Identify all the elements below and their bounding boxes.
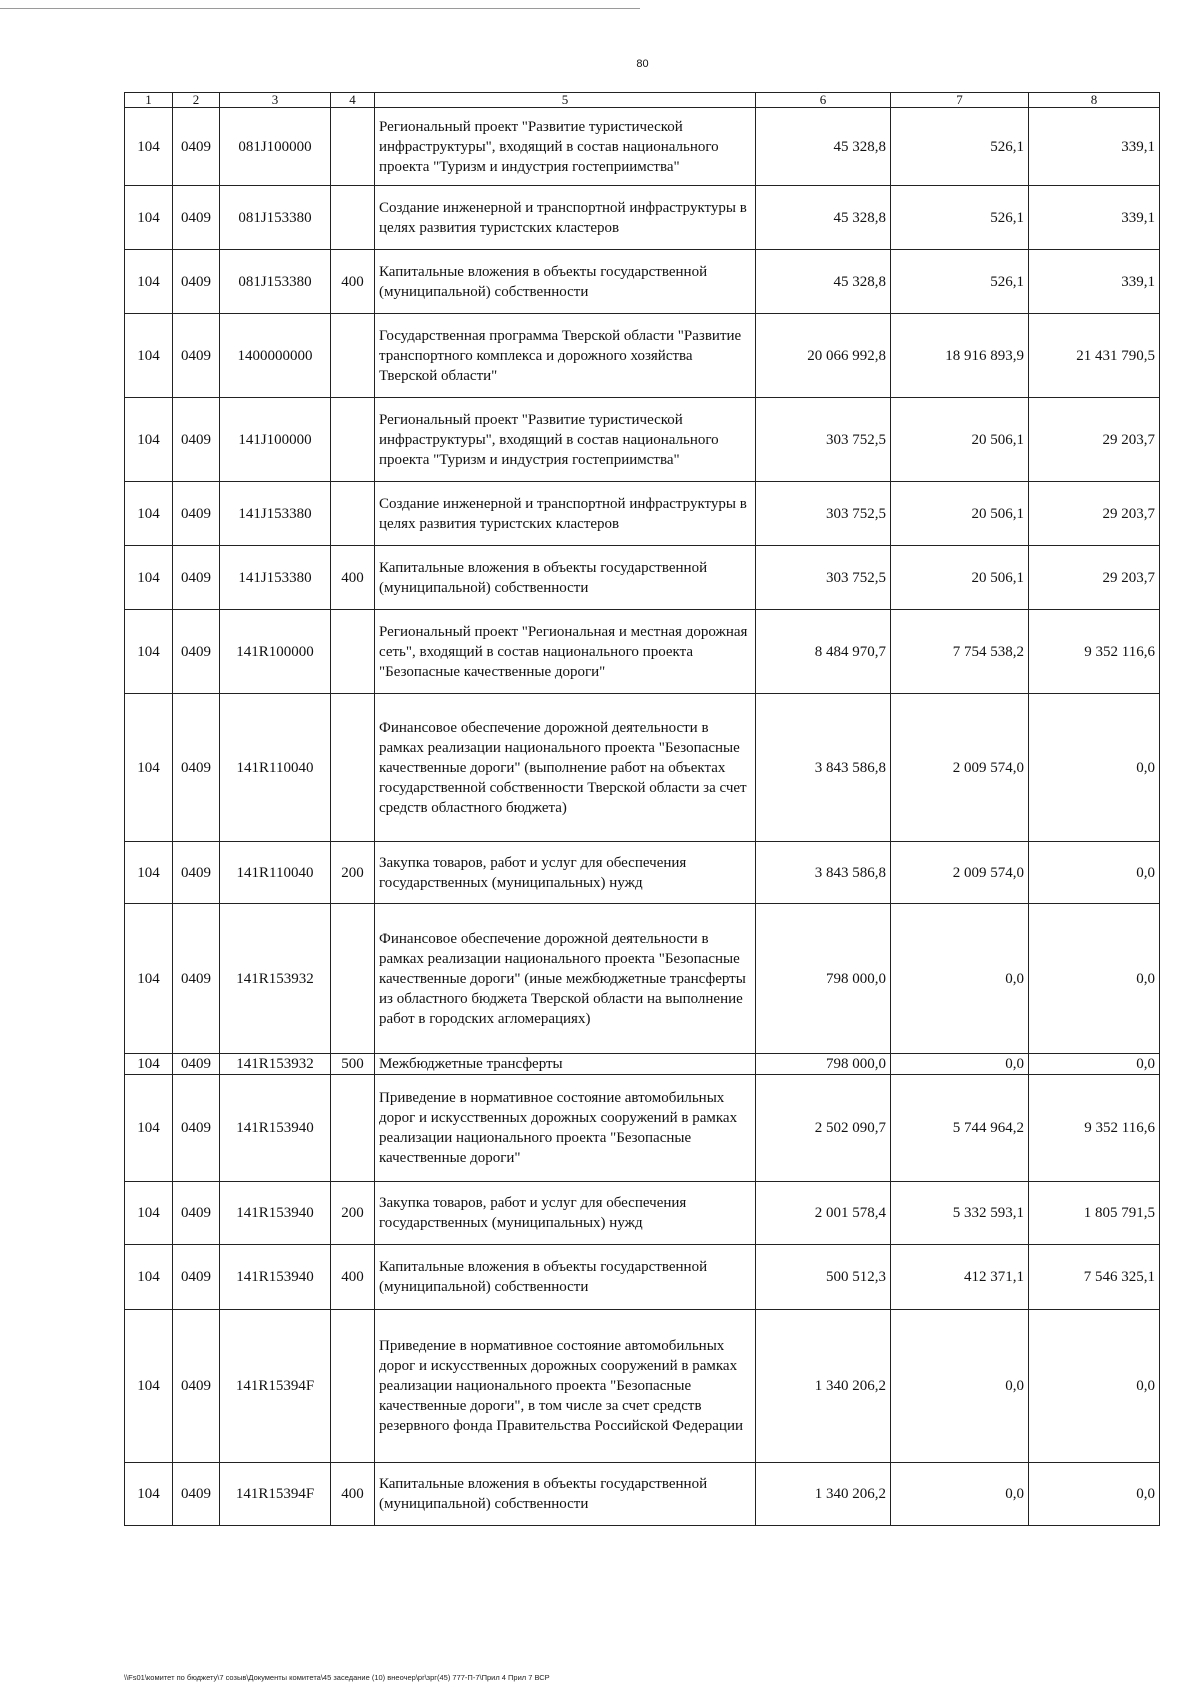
cell-value-7: 7 754 538,2 bbox=[891, 610, 1029, 694]
cell-section: 0409 bbox=[173, 1054, 220, 1075]
col-header-2: 2 bbox=[173, 93, 220, 108]
table-row bbox=[125, 1054, 1160, 1075]
cell-expense-type: 500 bbox=[331, 1054, 375, 1075]
cell-value-6: 798 000,0 bbox=[756, 904, 891, 1054]
cell-target-article: 1400000000 bbox=[220, 314, 331, 398]
col-header-7: 7 bbox=[891, 93, 1029, 108]
table-row bbox=[125, 482, 1160, 546]
page-number: 80 bbox=[636, 58, 649, 70]
table-row bbox=[125, 186, 1160, 250]
cell-value-6: 798 000,0 bbox=[756, 1054, 891, 1075]
cell-section: 0409 bbox=[173, 610, 220, 694]
cell-section: 0409 bbox=[173, 1075, 220, 1182]
cell-section: 0409 bbox=[173, 314, 220, 398]
cell-target-article: 141J153380 bbox=[220, 546, 331, 610]
cell-ministry: 104 bbox=[125, 1463, 173, 1526]
cell-value-8: 0,0 bbox=[1029, 1310, 1160, 1463]
cell-value-6: 303 752,5 bbox=[756, 546, 891, 610]
cell-expense-type: 200 bbox=[331, 842, 375, 904]
cell-value-7: 2 009 574,0 bbox=[891, 842, 1029, 904]
cell-ministry: 104 bbox=[125, 482, 173, 546]
cell-target-article: 141R110040 bbox=[220, 842, 331, 904]
cell-name: Создание инженерной и транспортной инфраструктуры в целях развития туристских кластеров bbox=[375, 186, 756, 250]
cell-value-7: 2 009 574,0 bbox=[891, 694, 1029, 842]
cell-expense-type: 400 bbox=[331, 250, 375, 314]
col-header-5: 5 bbox=[375, 93, 756, 108]
cell-section: 0409 bbox=[173, 1310, 220, 1463]
cell-expense-type bbox=[331, 398, 375, 482]
cell-expense-type: 400 bbox=[331, 1245, 375, 1310]
cell-value-7: 0,0 bbox=[891, 1463, 1029, 1526]
cell-expense-type bbox=[331, 904, 375, 1054]
cell-name: Региональный проект "Развитие туристической инфраструктуры", входящий в состав национального проекта "Туризм и индустрия гостеприимства" bbox=[375, 108, 756, 186]
cell-ministry: 104 bbox=[125, 1245, 173, 1310]
cell-name: Капитальные вложения в объекты государственной (муниципальной) собственности bbox=[375, 1463, 756, 1526]
cell-target-article: 141R153932 bbox=[220, 904, 331, 1054]
cell-expense-type bbox=[331, 694, 375, 842]
cell-value-7: 0,0 bbox=[891, 904, 1029, 1054]
col-header-8: 8 bbox=[1029, 93, 1160, 108]
cell-name: Капитальные вложения в объекты государственной (муниципальной) собственности bbox=[375, 546, 756, 610]
cell-ministry: 104 bbox=[125, 610, 173, 694]
cell-target-article: 141J153380 bbox=[220, 482, 331, 546]
table-row bbox=[125, 1310, 1160, 1463]
cell-value-8: 0,0 bbox=[1029, 904, 1160, 1054]
cell-name: Закупка товаров, работ и услуг для обеспечения государственных (муниципальных) нужд bbox=[375, 842, 756, 904]
col-header-1: 1 bbox=[125, 93, 173, 108]
cell-expense-type bbox=[331, 108, 375, 186]
scan-top-line bbox=[0, 8, 640, 9]
cell-value-7: 526,1 bbox=[891, 250, 1029, 314]
cell-value-6: 1 340 206,2 bbox=[756, 1463, 891, 1526]
cell-name: Финансовое обеспечение дорожной деятельности в рамках реализации национального проекта "Безопасные качественные дороги" (иные межбюджетные трансферты из областного бюджета Тверской области на выполнение работ в городских агломерациях) bbox=[375, 904, 756, 1054]
col-header-3: 3 bbox=[220, 93, 331, 108]
cell-ministry: 104 bbox=[125, 186, 173, 250]
cell-name: Государственная программа Тверской области "Развитие транспортного комплекса и дорожного хозяйства Тверской области" bbox=[375, 314, 756, 398]
cell-value-8: 0,0 bbox=[1029, 1463, 1160, 1526]
cell-target-article: 141R153940 bbox=[220, 1075, 331, 1182]
table-row bbox=[125, 1245, 1160, 1310]
cell-name: Региональный проект "Региональная и местная дорожная сеть", входящий в состав национального проекта "Безопасные качественные дороги" bbox=[375, 610, 756, 694]
cell-value-7: 18 916 893,9 bbox=[891, 314, 1029, 398]
cell-target-article: 141R15394F bbox=[220, 1463, 331, 1526]
cell-section: 0409 bbox=[173, 1463, 220, 1526]
cell-ministry: 104 bbox=[125, 398, 173, 482]
cell-ministry: 104 bbox=[125, 1075, 173, 1182]
cell-value-8: 339,1 bbox=[1029, 108, 1160, 186]
cell-value-7: 20 506,1 bbox=[891, 398, 1029, 482]
cell-section: 0409 bbox=[173, 250, 220, 314]
cell-value-7: 5 744 964,2 bbox=[891, 1075, 1029, 1182]
cell-name: Межбюджетные трансферты bbox=[375, 1054, 756, 1075]
cell-ministry: 104 bbox=[125, 1054, 173, 1075]
table-row bbox=[125, 1075, 1160, 1182]
cell-ministry: 104 bbox=[125, 250, 173, 314]
cell-value-8: 0,0 bbox=[1029, 842, 1160, 904]
cell-value-7: 526,1 bbox=[891, 108, 1029, 186]
cell-ministry: 104 bbox=[125, 1182, 173, 1245]
cell-ministry: 104 bbox=[125, 904, 173, 1054]
header-row bbox=[125, 93, 1160, 108]
table-row bbox=[125, 1463, 1160, 1526]
cell-value-8: 9 352 116,6 bbox=[1029, 610, 1160, 694]
cell-section: 0409 bbox=[173, 694, 220, 842]
cell-expense-type: 400 bbox=[331, 1463, 375, 1526]
table-row bbox=[125, 842, 1160, 904]
cell-value-8: 29 203,7 bbox=[1029, 398, 1160, 482]
cell-value-8: 0,0 bbox=[1029, 1054, 1160, 1075]
cell-expense-type bbox=[331, 186, 375, 250]
cell-target-article: 141R15394F bbox=[220, 1310, 331, 1463]
cell-value-7: 20 506,1 bbox=[891, 482, 1029, 546]
cell-ministry: 104 bbox=[125, 108, 173, 186]
cell-value-8: 7 546 325,1 bbox=[1029, 1245, 1160, 1310]
cell-ministry: 104 bbox=[125, 546, 173, 610]
cell-value-6: 1 340 206,2 bbox=[756, 1310, 891, 1463]
table-row bbox=[125, 610, 1160, 694]
table-row bbox=[125, 108, 1160, 186]
cell-name: Капитальные вложения в объекты государственной (муниципальной) собственности bbox=[375, 250, 756, 314]
cell-expense-type bbox=[331, 610, 375, 694]
cell-section: 0409 bbox=[173, 546, 220, 610]
cell-value-6: 3 843 586,8 bbox=[756, 694, 891, 842]
cell-name: Приведение в нормативное состояние автомобильных дорог и искусственных дорожных сооружений в рамках реализации национального проекта "Безопасные качественные дороги" bbox=[375, 1075, 756, 1182]
cell-section: 0409 bbox=[173, 482, 220, 546]
cell-name: Закупка товаров, работ и услуг для обеспечения государственных (муниципальных) нужд bbox=[375, 1182, 756, 1245]
cell-value-7: 412 371,1 bbox=[891, 1245, 1029, 1310]
file-path-footer: \\Fs01\комитет по бюджету\7 созыв\Документы комитета\45 заседание (10) внеочер\pr\зрг(45) 777-П-7\Прил 4 Прил 7 ВСР bbox=[124, 1673, 550, 1682]
cell-value-7: 0,0 bbox=[891, 1310, 1029, 1463]
cell-value-7: 526,1 bbox=[891, 186, 1029, 250]
cell-target-article: 081J100000 bbox=[220, 108, 331, 186]
cell-name: Создание инженерной и транспортной инфраструктуры в целях развития туристских кластеров bbox=[375, 482, 756, 546]
cell-value-8: 339,1 bbox=[1029, 250, 1160, 314]
cell-ministry: 104 bbox=[125, 694, 173, 842]
cell-value-6: 8 484 970,7 bbox=[756, 610, 891, 694]
cell-name: Капитальные вложения в объекты государственной (муниципальной) собственности bbox=[375, 1245, 756, 1310]
cell-ministry: 104 bbox=[125, 1310, 173, 1463]
cell-expense-type bbox=[331, 314, 375, 398]
cell-value-6: 303 752,5 bbox=[756, 482, 891, 546]
cell-value-8: 21 431 790,5 bbox=[1029, 314, 1160, 398]
cell-section: 0409 bbox=[173, 842, 220, 904]
cell-target-article: 081J153380 bbox=[220, 186, 331, 250]
cell-value-6: 45 328,8 bbox=[756, 186, 891, 250]
cell-ministry: 104 bbox=[125, 314, 173, 398]
cell-value-8: 339,1 bbox=[1029, 186, 1160, 250]
col-header-6: 6 bbox=[756, 93, 891, 108]
cell-target-article: 141J100000 bbox=[220, 398, 331, 482]
cell-value-8: 29 203,7 bbox=[1029, 546, 1160, 610]
cell-value-6: 500 512,3 bbox=[756, 1245, 891, 1310]
cell-value-8: 9 352 116,6 bbox=[1029, 1075, 1160, 1182]
cell-value-7: 5 332 593,1 bbox=[891, 1182, 1029, 1245]
cell-value-7: 0,0 bbox=[891, 1054, 1029, 1075]
cell-value-6: 303 752,5 bbox=[756, 398, 891, 482]
cell-value-6: 20 066 992,8 bbox=[756, 314, 891, 398]
cell-value-6: 45 328,8 bbox=[756, 250, 891, 314]
cell-value-6: 3 843 586,8 bbox=[756, 842, 891, 904]
cell-target-article: 141R153932 bbox=[220, 1054, 331, 1075]
budget-table bbox=[124, 92, 1160, 1526]
cell-name: Финансовое обеспечение дорожной деятельности в рамках реализации национального проекта "Безопасные качественные дороги" (выполнение работ на объектах государственной собственности Тверской области за счет средств областного бюджета) bbox=[375, 694, 756, 842]
col-header-4: 4 bbox=[331, 93, 375, 108]
cell-ministry: 104 bbox=[125, 842, 173, 904]
cell-value-7: 20 506,1 bbox=[891, 546, 1029, 610]
cell-expense-type bbox=[331, 1075, 375, 1182]
cell-value-8: 29 203,7 bbox=[1029, 482, 1160, 546]
cell-expense-type bbox=[331, 1310, 375, 1463]
cell-section: 0409 bbox=[173, 108, 220, 186]
cell-value-6: 2 502 090,7 bbox=[756, 1075, 891, 1182]
cell-target-article: 141R100000 bbox=[220, 610, 331, 694]
table-row bbox=[125, 1182, 1160, 1245]
table-row bbox=[125, 546, 1160, 610]
table-row bbox=[125, 314, 1160, 398]
cell-section: 0409 bbox=[173, 186, 220, 250]
table-row bbox=[125, 398, 1160, 482]
cell-target-article: 081J153380 bbox=[220, 250, 331, 314]
cell-value-8: 0,0 bbox=[1029, 694, 1160, 842]
cell-value-8: 1 805 791,5 bbox=[1029, 1182, 1160, 1245]
cell-name: Приведение в нормативное состояние автомобильных дорог и искусственных дорожных сооружений в рамках реализации национального проекта "Безопасные качественные дороги", в том числе за счет средств резервного фонда Правительства Российской Федерации bbox=[375, 1310, 756, 1463]
table-row bbox=[125, 694, 1160, 842]
cell-target-article: 141R153940 bbox=[220, 1245, 331, 1310]
cell-section: 0409 bbox=[173, 398, 220, 482]
cell-value-6: 45 328,8 bbox=[756, 108, 891, 186]
cell-target-article: 141R153940 bbox=[220, 1182, 331, 1245]
cell-section: 0409 bbox=[173, 1245, 220, 1310]
cell-section: 0409 bbox=[173, 1182, 220, 1245]
cell-section: 0409 bbox=[173, 904, 220, 1054]
cell-value-6: 2 001 578,4 bbox=[756, 1182, 891, 1245]
cell-expense-type: 200 bbox=[331, 1182, 375, 1245]
table-row bbox=[125, 904, 1160, 1054]
cell-expense-type bbox=[331, 482, 375, 546]
cell-name: Региональный проект "Развитие туристической инфраструктуры", входящий в состав национального проекта "Туризм и индустрия гостеприимства" bbox=[375, 398, 756, 482]
cell-target-article: 141R110040 bbox=[220, 694, 331, 842]
cell-expense-type: 400 bbox=[331, 546, 375, 610]
table-row bbox=[125, 250, 1160, 314]
